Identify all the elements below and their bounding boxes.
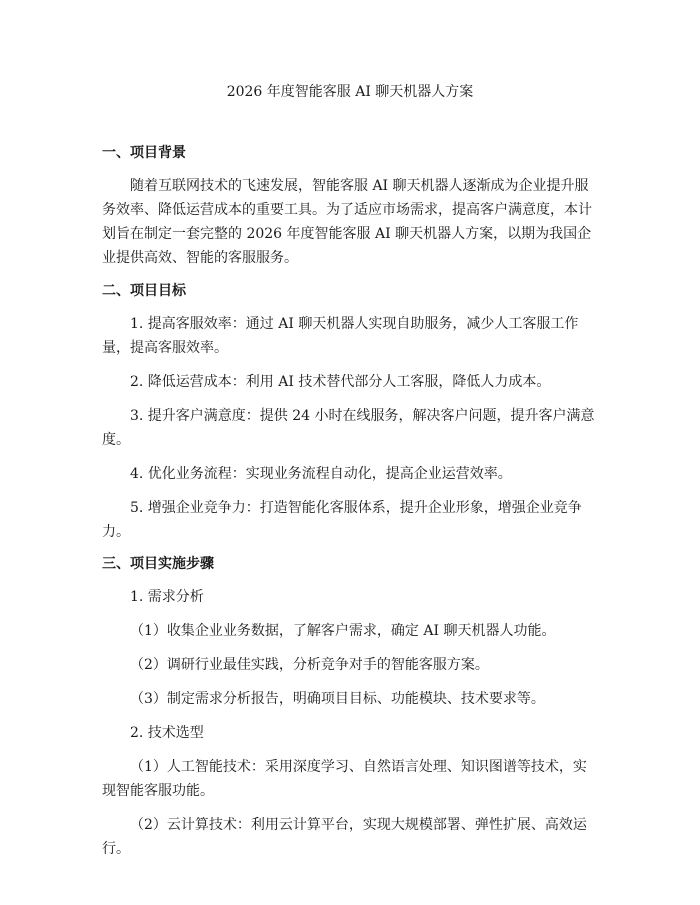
- section-heading-steps: 三、项目实施步骤: [102, 556, 214, 572]
- section-heading-goals: 二、项目目标: [102, 283, 186, 299]
- step-label: 1. 需求分析: [130, 589, 204, 605]
- goal-item: 2. 降低运营成本：利用 AI 技术替代部分人工客服，降低人力成本。: [130, 374, 551, 390]
- step-detail-item: （1）收集企业业务数据，了解客户需求，确定 AI 聊天机器人功能。: [130, 623, 556, 639]
- goal-item: 4. 优化业务流程：实现业务流程自动化，提高企业运营效率。: [130, 466, 512, 482]
- step-detail-item: （1）人工智能技术：采用深度学习、自然语言处理、知识图谱等技术，实现智能客服功能。: [102, 759, 587, 799]
- step-detail-item: （2）云计算技术：利用云计算平台，实现大规模部署、弹性扩展、高效运行。: [102, 817, 587, 857]
- step-label: 2. 技术选型: [130, 725, 204, 741]
- goal-item: 5. 增强企业竞争力：打造智能化客服体系，提升企业形象，增强企业竞争力。: [102, 500, 582, 540]
- goal-item: 3. 提升客户满意度：提供 24 小时在线服务，解决客户问题，提升客户满意度。: [102, 408, 595, 448]
- document-title: 2026 年度智能客服 AI 聊天机器人方案: [226, 84, 474, 100]
- step-detail-item: （2）调研行业最佳实践，分析竞争对手的智能客服方案。: [130, 657, 489, 673]
- step-detail-item: （3）制定需求分析报告，明确项目目标、功能模块、技术要求等。: [130, 691, 545, 707]
- background-paragraph: 随着互联网技术的飞速发展，智能客服 AI 聊天机器人逐渐成为企业提升服务效率、降低运营成本的重要工具。为了适应市场需求，提高客户满意度，本计划旨在制定一套完整的 2026 年度智能客服 AI 聊天机器人方案，以期为我国企业提供高效、智能的客服服务。: [102, 178, 592, 266]
- section-heading-background: 一、项目背景: [102, 145, 186, 161]
- goal-item: 1. 提高客服效率：通过 AI 聊天机器人实现自助服务，减少人工客服工作量，提高客服效率。: [102, 316, 579, 356]
